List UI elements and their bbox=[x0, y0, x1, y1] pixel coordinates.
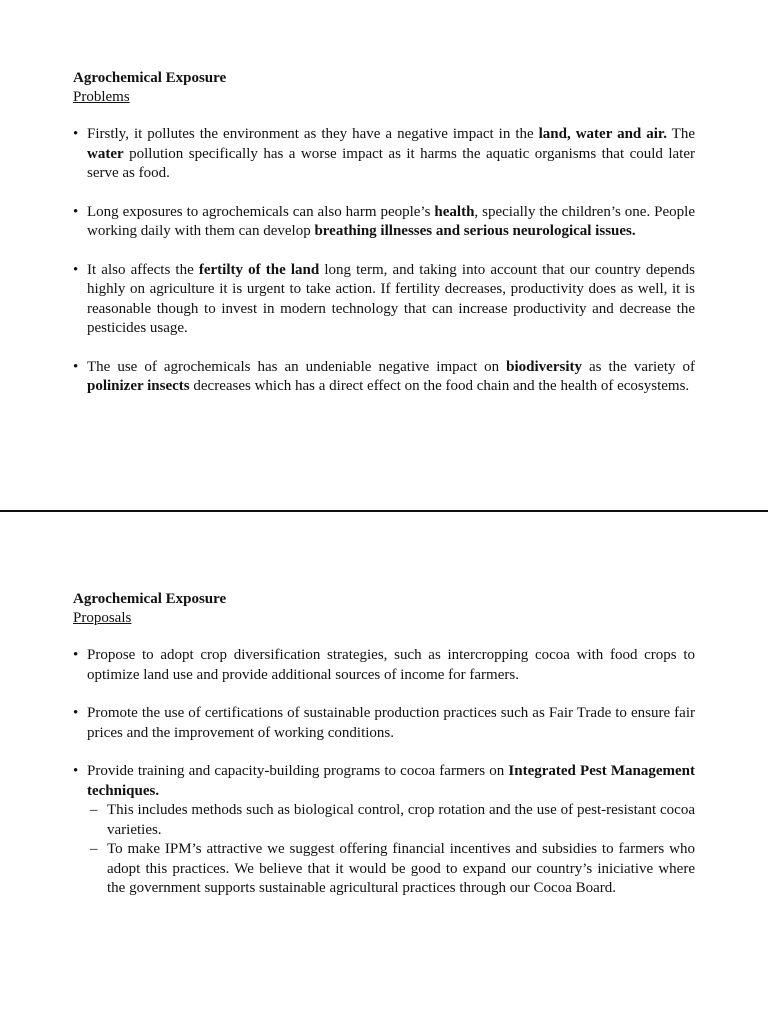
sub-bullet-item bbox=[87, 801, 695, 840]
text-run: It also affects the bbox=[87, 261, 199, 278]
bullet-marker: • bbox=[73, 705, 79, 721]
text-run: Long exposures to agrochemicals can also harm people’s bbox=[87, 203, 435, 220]
problems-title: Agrochemical Exposure bbox=[73, 70, 227, 86]
text-run: The bbox=[666, 126, 695, 142]
bold-phrase: health bbox=[434, 203, 475, 220]
bold-phrase: breathing illnesses and serious neurological issues. bbox=[314, 223, 636, 239]
bullet-marker: • bbox=[73, 261, 79, 278]
bullet-marker: • bbox=[73, 203, 79, 220]
proposals-section bbox=[73, 589, 695, 918]
sub-bullet-text: To make IPM’s attractive we suggest offering financial incentives and subsidies to farmers who adopt this practices. We believe that it would be good to expand our country’s iniciative where the government supports sustainable agricultural practices through our Cocoa Board. bbox=[107, 841, 695, 896]
bold-phrase: fertilty of the land bbox=[198, 261, 320, 278]
text-run: as the variety of bbox=[581, 358, 695, 375]
bold-phrase: polinizer insects bbox=[87, 378, 190, 394]
text-run: decreases which has a direct effect on the food chain and the health of ecosystems. bbox=[189, 378, 690, 394]
bullet-item bbox=[73, 125, 695, 184]
bold-phrase: water bbox=[87, 145, 124, 162]
bullet-text bbox=[87, 647, 695, 683]
bullet-text bbox=[87, 705, 695, 741]
text-run: , specially the children’s one. People working daily with them can develop bbox=[87, 203, 695, 239]
bold-phrase: biodiversity bbox=[506, 358, 582, 375]
text-run: Firstly, it pollutes the environment as they have a negative impact in the bbox=[87, 126, 539, 142]
text-run: long term, and taking into account that our country depends highly on agriculture it is urgent to take action. If fertility decreases, productivity does as well, it is reasonable though to invest in modern technology that can increase productivity and decrease the pesticides usage. bbox=[87, 261, 695, 336]
bullet-item bbox=[73, 646, 695, 685]
problems-section bbox=[73, 68, 695, 416]
sub-bullet-text: This includes methods such as biological control, crop rotation and the use of pest-resistant cocoa varieties. bbox=[107, 802, 695, 838]
proposals-title: Agrochemical Exposure bbox=[73, 591, 227, 607]
bullet-text bbox=[87, 359, 695, 395]
sub-bullet-item bbox=[87, 840, 695, 899]
bullet-item bbox=[73, 762, 695, 899]
dash-marker: – bbox=[90, 802, 98, 818]
bullet-item bbox=[73, 261, 695, 339]
bullet-text bbox=[87, 126, 695, 181]
bullet-text bbox=[87, 763, 695, 799]
sub-bullet-list bbox=[87, 801, 695, 899]
bold-phrase: land, water and air. bbox=[538, 126, 667, 142]
problems-page bbox=[0, 0, 768, 511]
proposals-page bbox=[0, 513, 768, 1024]
page-divider bbox=[0, 510, 768, 512]
text-run: Provide training and capacity-building programs to cocoa farmers on bbox=[87, 763, 509, 779]
proposals-subtitle: Proposals bbox=[73, 610, 132, 626]
bullet-marker: • bbox=[73, 126, 79, 142]
bold-phrase: Integrated Pest Management techniques. bbox=[87, 763, 695, 799]
problems-subtitle: Problems bbox=[73, 89, 130, 105]
text-run: Promote the use of certifications of sustainable production practices such as Fair Trade to ensure fair prices and the improvement of working conditions. bbox=[87, 705, 695, 741]
problems-list bbox=[73, 125, 695, 397]
bullet-marker: • bbox=[73, 763, 79, 779]
bullet-marker: • bbox=[73, 358, 79, 375]
bullet-marker: • bbox=[73, 647, 79, 663]
bullet-text bbox=[87, 262, 695, 337]
bullet-item bbox=[73, 704, 695, 743]
text-run: pollution specifically has a worse impact as it harms the aquatic organisms that could later serve as food. bbox=[87, 145, 695, 181]
bullet-text bbox=[87, 204, 695, 240]
bullet-item bbox=[73, 358, 695, 397]
dash-marker: – bbox=[90, 841, 98, 857]
text-run: Propose to adopt crop diversification strategies, such as intercropping cocoa with food crops to optimize land use and provide additional sources of income for farmers. bbox=[87, 647, 695, 683]
proposals-list bbox=[73, 646, 695, 899]
bullet-item bbox=[73, 203, 695, 242]
text-run: The use of agrochemicals has an undeniable negative impact on bbox=[87, 358, 507, 375]
